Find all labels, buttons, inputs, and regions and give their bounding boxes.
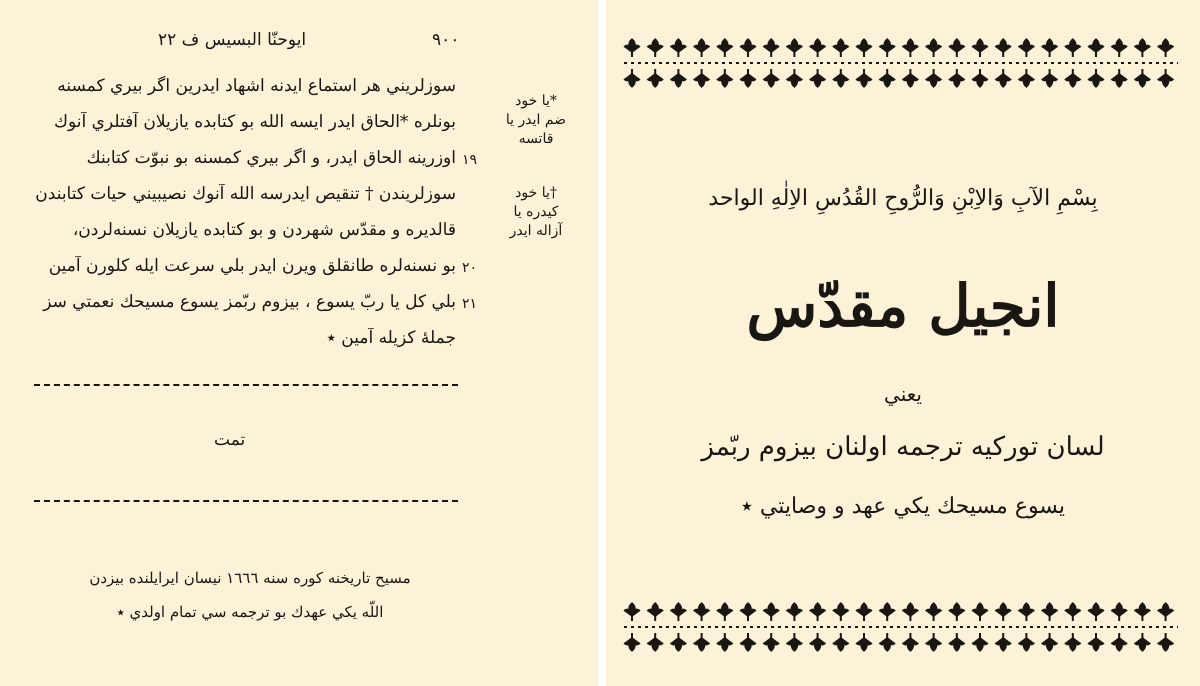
fleuron	[670, 637, 686, 651]
fleuron	[972, 73, 988, 87]
verse-number: ٢١	[462, 296, 478, 312]
fleuron	[810, 73, 826, 87]
fleuron	[856, 637, 872, 651]
fleuron	[786, 73, 802, 87]
fleuron	[810, 39, 826, 53]
fleuron	[647, 73, 663, 87]
fleuron	[647, 637, 663, 651]
fleuron	[624, 603, 640, 617]
fleuron	[694, 39, 710, 53]
fleuron	[1111, 73, 1127, 87]
fleuron	[717, 73, 733, 87]
fleuron-border	[620, 34, 1182, 92]
fleuron	[1134, 39, 1150, 53]
fleuron	[833, 39, 849, 53]
fleuron	[879, 637, 895, 651]
fleuron	[717, 603, 733, 617]
margin-note: †يا خود كيدره يا آزاله ايدر	[509, 185, 563, 239]
fleuron	[1042, 39, 1058, 53]
bottom-ornament-border	[620, 598, 1182, 656]
dashed-rule	[34, 384, 458, 386]
text-line: بلي كل يا ربّ يسوع ، بيزوم ربّمز يسوع مسيحك نعمتي سز	[43, 292, 456, 312]
fleuron	[1088, 637, 1104, 651]
fleuron	[740, 73, 756, 87]
fleuron	[624, 39, 640, 53]
fleuron	[1088, 39, 1104, 53]
fleuron	[972, 603, 988, 617]
fleuron	[972, 637, 988, 651]
fleuron	[856, 39, 872, 53]
fleuron	[902, 39, 918, 53]
fleuron	[1134, 637, 1150, 651]
invocation: بِسْمِ الآبِ وَالاِبْنِ وَالرُّوحِ القُدُسِ الاِلٰهِ الواحد	[708, 186, 1098, 211]
fleuron	[995, 73, 1011, 87]
fleuron	[1018, 39, 1034, 53]
fleuron	[902, 73, 918, 87]
fleuron	[1158, 603, 1174, 617]
fleuron	[1018, 637, 1034, 651]
dashed-rule	[34, 500, 458, 502]
text-line: بو نسنه‌لره طانقلق ويرن ايدر بلي سرعت ايله كلورن آمين	[48, 256, 456, 276]
left-page	[0, 0, 598, 686]
fleuron	[1042, 637, 1058, 651]
fleuron	[1065, 73, 1081, 87]
fleuron	[1042, 603, 1058, 617]
fleuron	[694, 603, 710, 617]
text-line: بونلره *الحاق ايدر ايسه الله بو كتابده يازيلان آفتلري آنوك	[53, 112, 456, 132]
fleuron	[833, 637, 849, 651]
fleuron	[1018, 73, 1034, 87]
fleuron	[1065, 603, 1081, 617]
fleuron	[1018, 603, 1034, 617]
fleuron	[1158, 39, 1174, 53]
fleuron	[926, 39, 942, 53]
yani: يعني	[884, 382, 922, 406]
fleuron	[740, 637, 756, 651]
title: انجيل مقدّس	[746, 272, 1060, 340]
text-line: اوزرينه الحاق ايدر، و اگر بيري كمسنه بو نبوّت كتابنك	[86, 148, 456, 168]
right-page	[606, 0, 1200, 686]
fleuron	[995, 603, 1011, 617]
fleuron	[624, 73, 640, 87]
fleuron	[1111, 603, 1127, 617]
fleuron	[786, 603, 802, 617]
colophon-line: مسيح تاريخنه كوره سنه ١٦٦٦ نيسان ايرايلنده بيزدن	[89, 569, 411, 587]
text-line: قالديره و مقدّس شهردن و بو كتابده يازيلان نسنه‌لردن،	[72, 220, 456, 240]
fleuron	[856, 603, 872, 617]
fleuron	[1065, 637, 1081, 651]
running-head: ايوحنّا البسيس ف ٢٢	[158, 30, 307, 50]
fleuron	[1134, 73, 1150, 87]
fleuron	[833, 603, 849, 617]
fleuron	[949, 637, 965, 651]
fleuron	[786, 637, 802, 651]
fleuron-border	[620, 598, 1182, 656]
fleuron	[902, 603, 918, 617]
colophon-line: اللّه يكي عهدك بو ترجمه سي تمام اولدي ٭	[116, 603, 384, 621]
fleuron	[1158, 73, 1174, 87]
fleuron	[717, 39, 733, 53]
fleuron	[1088, 603, 1104, 617]
fleuron	[786, 39, 802, 53]
fleuron	[763, 637, 779, 651]
text-line: سوزلريندن † تنقيص ايدرسه الله آنوك نصيبيني حيات كتابندن	[35, 184, 456, 204]
fleuron	[949, 603, 965, 617]
fleuron	[879, 39, 895, 53]
fleuron	[926, 603, 942, 617]
fleuron	[1134, 603, 1150, 617]
fleuron	[879, 603, 895, 617]
fleuron	[1158, 637, 1174, 651]
text-line: سوزلريني هر استماع ايدنه اشهاد ايدرين اگر بيري كمسنه	[57, 76, 456, 96]
fleuron	[694, 73, 710, 87]
verse-number: ١٩	[462, 152, 478, 168]
fleuron	[763, 39, 779, 53]
fleuron	[833, 73, 849, 87]
fleuron	[810, 637, 826, 651]
subtitle-2: يسوع مسيحك يكي عهد و وصايتي ٭	[740, 494, 1066, 519]
fleuron	[763, 73, 779, 87]
text-line: جملهٔ كزيله آمين ٭	[326, 328, 456, 348]
fleuron	[1065, 39, 1081, 53]
fleuron	[647, 603, 663, 617]
top-ornament-border	[620, 34, 1182, 92]
fleuron	[1042, 73, 1058, 87]
fleuron	[949, 39, 965, 53]
fleuron	[670, 39, 686, 53]
fleuron	[670, 603, 686, 617]
fleuron	[740, 39, 756, 53]
subtitle: لسان توركيه ترجمه اولنان بيزوم ربّمز	[701, 432, 1105, 462]
fleuron	[926, 73, 942, 87]
fleuron	[1111, 637, 1127, 651]
fleuron	[1088, 73, 1104, 87]
fleuron	[694, 637, 710, 651]
fleuron	[856, 73, 872, 87]
fleuron	[763, 603, 779, 617]
fleuron	[647, 39, 663, 53]
margin-note: *يا خود ضم ايدر يا قاتسه	[505, 93, 567, 147]
fleuron	[740, 603, 756, 617]
fleuron	[972, 39, 988, 53]
fleuron	[926, 637, 942, 651]
fleuron	[902, 637, 918, 651]
fleuron	[810, 603, 826, 617]
page-number: ٩٠٠	[432, 30, 460, 50]
fleuron	[949, 73, 965, 87]
fleuron	[1111, 39, 1127, 53]
end-word: تمت	[214, 430, 246, 450]
fleuron	[995, 39, 1011, 53]
fleuron	[995, 637, 1011, 651]
fleuron	[670, 73, 686, 87]
fleuron	[879, 73, 895, 87]
fleuron	[717, 637, 733, 651]
fleuron	[624, 637, 640, 651]
verse-number: ٢٠	[462, 260, 478, 276]
